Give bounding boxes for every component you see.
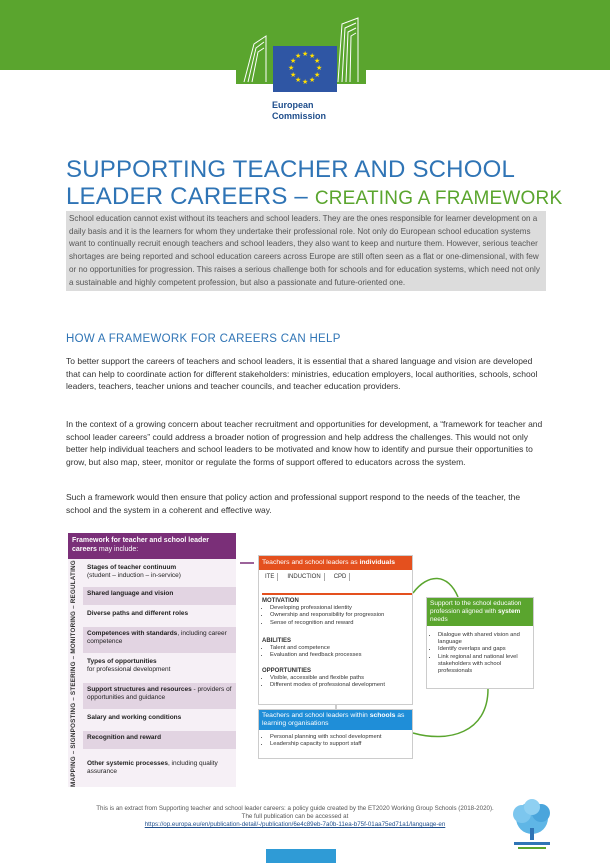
abilities-title: ABILITIES (262, 638, 292, 644)
svg-text:★: ★ (290, 71, 297, 79)
framework-item (83, 655, 236, 681)
stage-list (259, 570, 412, 581)
opportunities-item: • Different modes of professional development (270, 682, 412, 689)
european-commission-logo (236, 0, 376, 140)
system-header-post: needs (430, 616, 448, 623)
motivation-item: • Ownership and responsibility for progression (270, 612, 412, 619)
item-bold: Salary and working conditions (87, 714, 182, 721)
svg-text:★: ★ (314, 71, 321, 79)
svg-text:★: ★ (290, 57, 297, 65)
framework-header-rest: may include: (96, 546, 139, 553)
title-line1: SUPPORTING TEACHER AND SCHOOL (66, 156, 516, 183)
title-subtitle: CREATING A FRAMEWORK (314, 188, 563, 209)
framework-item (83, 607, 236, 625)
stage-ite: ITE (262, 573, 278, 581)
system-header-bold: system (497, 608, 521, 615)
svg-text:★: ★ (316, 64, 323, 72)
framework-item (83, 711, 236, 729)
system-header-pre: Support to the school education profession aligned with (430, 600, 522, 615)
svg-text:★: ★ (295, 52, 302, 60)
opportunities-item: • Visible, accessible and flexible paths (270, 675, 412, 682)
system-item: • Link regional and national level stakeholders with school professionals (438, 654, 532, 676)
paragraph-3: Such a framework would then ensure that policy action and professional support respond to the needs of the teacher, the school and the system in a coherent and effective way. (66, 492, 521, 515)
tree-logo-icon (506, 798, 558, 852)
footer (60, 805, 530, 829)
framework-item (83, 731, 236, 749)
svg-text:★: ★ (302, 50, 309, 58)
item-bold: Diverse paths and different roles (87, 610, 189, 617)
motivation-item: • Sense of recognition and reward (270, 620, 412, 627)
motivation-title: MOTIVATION (262, 598, 299, 604)
schools-item: • Personal planning with school development (270, 734, 412, 741)
item-bold: Stages of teacher continuum (87, 564, 177, 571)
system-item: • Dialogue with shared vision and language (438, 632, 532, 646)
page-title (66, 156, 586, 212)
page-tab (266, 849, 336, 863)
framework-item (83, 561, 236, 585)
stage-cpd: CPD (331, 573, 351, 581)
paragraph-1: To better support the careers of teachers and school leaders, it is essential that a shared language and vision are developed that can help to coordinate action for different stakeholders: ministries, education employers, local authorities, schools, school leaders, teachers, teacher unions and teacher councils, and teacher education providers. (66, 356, 538, 392)
abilities-item: • Evaluation and feedback processes (270, 652, 412, 659)
footer-line2: The full publication can be accessed at (241, 813, 349, 820)
intro-paragraph: School education cannot exist without its teachers and school leaders. They are the ones responsible for learner development on a daily basis and it is the learners for whom they undertake their professional role. Not only do European school education systems want to continually recruit enough teachers and school leaders, they also want to keep and nurture them. However, serious teacher shortages are being reported and school education careers across Europe are still often seen as a flat or one-dimensional, with few or no opportunities for progression. This raises a serious challenge both for schools and for education systems, which need not only a sustainable and highly competent profession, but also a passionate and future-oriented one. (66, 211, 546, 291)
individuals-box (258, 555, 413, 705)
system-item: • Identify overlaps and gaps (438, 646, 532, 653)
framework-item (83, 757, 236, 783)
vertical-label-text: MAPPING – SIGNPOSTING – STEERING – MONITORING – REGULATING (70, 560, 77, 787)
schools-box (258, 709, 413, 759)
item-rest: , including career competence (87, 630, 227, 645)
paragraph-2: In the context of a growing concern about teacher recruitment and opportunities for development, a “framework for teacher and school leader careers” could address a broader notion of progression and help address the challenges. This would not only better help individual teachers and school leaders to be motivated and know how to identify and pursue their opportunities to grow, but also map, steer, monitor or regulate the forms of support offered to educators across the system. (66, 419, 543, 467)
org-line1: European (272, 100, 314, 110)
svg-text:★: ★ (295, 76, 302, 84)
item-bold: Support structures and resources (87, 686, 192, 693)
framework-diagram (68, 533, 548, 787)
publication-link[interactable]: https://op.europa.eu/en/publication-detail/-/publication/6e4c89eb-7a0b-11ea-b75f-01aa75ed71a1/language-en (144, 821, 446, 828)
motivation-item: • Developing professional identity (270, 605, 412, 612)
framework-header (68, 533, 236, 559)
item-bold: Types of opportunities (87, 658, 157, 665)
item-bold: Other systemic processes (87, 760, 168, 767)
item-bold: Recognition and reward (87, 734, 162, 741)
item-rest: (student – induction – in-service) (87, 572, 181, 579)
svg-text:★: ★ (309, 76, 316, 84)
abilities-item: • Talent and competence (270, 645, 412, 652)
section-heading: HOW A FRAMEWORK FOR CAREERS CAN HELP (66, 333, 341, 345)
org-name (272, 100, 326, 122)
motivation-section (262, 598, 412, 627)
item-rest: for professional development (87, 666, 171, 673)
individuals-header-pre: Teachers and school leaders as (262, 559, 360, 566)
schools-list (262, 734, 412, 748)
org-line2: Commission (272, 111, 327, 121)
item-rest: , including quality assurance (87, 760, 218, 775)
svg-text:★: ★ (309, 52, 316, 60)
framework-item (83, 627, 236, 653)
system-header (427, 598, 533, 626)
vertical-label (62, 560, 78, 787)
continuum-arrow (262, 593, 412, 595)
system-list (430, 632, 532, 675)
abilities-section (262, 638, 412, 660)
system-box (426, 597, 534, 689)
stage-induction: INDUCTION (284, 573, 324, 581)
eu-flag-icon (273, 46, 337, 92)
individuals-header-bold: individuals (359, 559, 395, 566)
schools-item: • Leadership capacity to support staff (270, 741, 412, 748)
framework-item (83, 683, 236, 709)
framework-item (83, 587, 236, 605)
individuals-header (259, 556, 412, 570)
svg-text:★: ★ (302, 78, 309, 86)
title-line2: LEADER CAREERS – (66, 183, 315, 210)
schools-header (259, 710, 412, 730)
item-bold: Competences with standards (87, 630, 178, 637)
framework-header-bold: Framework for teacher and school leader careers (72, 537, 209, 553)
schools-header-pre: Teachers and school leaders within (262, 712, 370, 719)
item-rest: - providers of opportunities and guidance (87, 686, 232, 701)
item-bold: Shared language and vision (87, 590, 174, 597)
svg-text:★: ★ (288, 64, 295, 72)
footer-line1: This is an extract from Supporting teacher and school leader careers: a policy guide created by the ET2020 Working Group Schools (2018-2020). (96, 805, 494, 812)
schools-header-post: as learning organisations (262, 712, 405, 727)
svg-text:★: ★ (314, 57, 321, 65)
schools-header-bold: schools (369, 712, 396, 719)
opportunities-title: OPPORTUNITIES (262, 668, 312, 674)
opportunities-section (262, 668, 412, 690)
